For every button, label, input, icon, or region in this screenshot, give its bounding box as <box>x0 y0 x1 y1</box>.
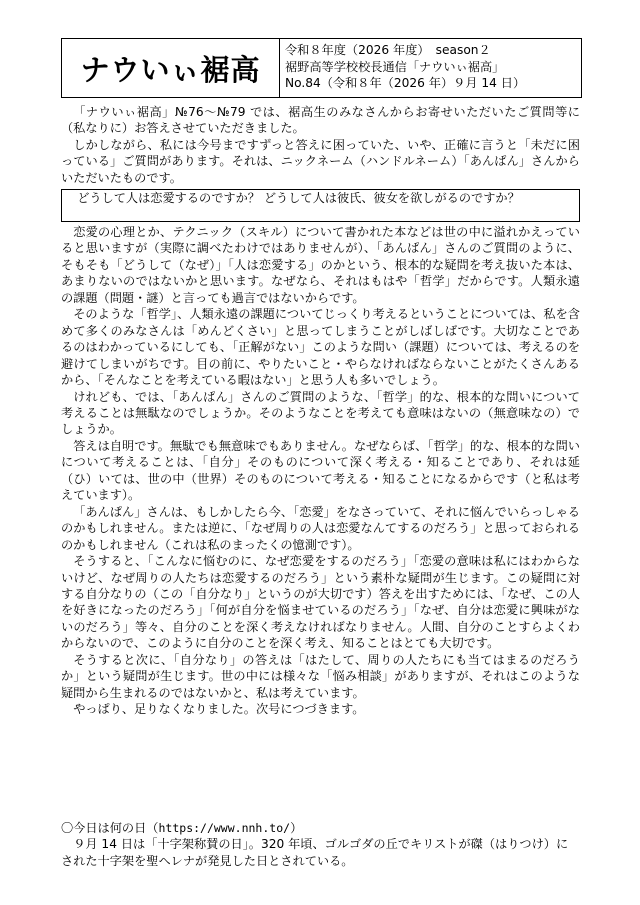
issue-publisher: 裾野高等学校校長通信「ナウいぃ裾高」 <box>285 59 505 74</box>
today-text: ９月 14 日は「十字架称賛の日」。320 年頃、ゴルゴダの丘でキリストが磔（はりつけ）にされた十字架を聖ヘレナが発見した日とされている。 <box>61 837 569 868</box>
body-paragraph: 答えは自明です。無駄でも無意味でもありません。なぜならば、「哲学」的な、根本的な問いについて考えることは、「自分」そのものについて深く考える・知ることであり、それは延（ひ）いては、世の中（世界）そのものについて考える・知ることになるからです（と私は考えています）。 <box>61 438 580 503</box>
intro-paragraph: 「ナウいぃ裾高」№76～№79 では、裾高生のみなさんからお寄せいただいたご質問等に（私なりに）お答えさせていただきました。 <box>61 105 580 136</box>
issue-info <box>280 39 525 97</box>
question-box: どうして人は恋愛するのですか？ どうして人は彼氏、彼女を欲しがるのですか？ <box>61 189 580 222</box>
issue-year: 令和８年度（2026 年度） season２ <box>285 43 491 57</box>
body-paragraph: 「あんぱん」さんは、もしかしたら今、「恋愛」をなさっていて、それに悩んでいらっしゃるのかもしれません。または逆に、「なぜ周りの人は恋愛なんてするのだろう」と思っておられるのかもしれません（これは私のまったくの憶測です）。 <box>61 504 580 552</box>
newsletter-title: ナウいぃ裾高 <box>80 52 261 87</box>
body-paragraph: そのような「哲学」、人類永遠の課題についてじっくり考えるということについては、私を含めて多くのみなさんは「めんどくさい」と思ってしまうことがしばしばです。大切なことであるのはわかっているにしても、「正解がない」このような問い（課題）については、考えるのを避けてしまいがちです。目の前に、やりたいこと・やらなければならないことがたくさんあるから、「そんなことを考えている暇はない」と思う人も多いでしょう。 <box>61 307 580 388</box>
issue-number-date: No.84（令和８年（2026 年）９月 14 日） <box>285 76 526 90</box>
body-paragraph: 恋愛の心理とか、テクニック（スキル）について書かれた本などは世の中に溢れかえっていると思いますが（実際に調べたわけではありませんが）、「あんぱん」さんのご質問のように、そもそも「どうして（なぜ）」「人は恋愛する」のかという、根本的な疑問を考え抜いた本は、あまりないのではないかと思います。なぜなら、それはもはや「哲学」だからです。人類永遠の課題（問題・謎）と言っても過言ではないからです。 <box>61 225 580 305</box>
today-heading: 〇今日は何の日（https://www.nnh.to/） <box>61 821 303 835</box>
intro-paragraph: しかしながら、私には今号まですずっと答えに困っていた、いや、正確に言うと「未だに困っている」ご質問があります。それは、ニックネーム（ハンドルネーム）「あんぱん」さんからいただいたものです。 <box>61 137 580 185</box>
today-section <box>61 820 580 869</box>
answer-section <box>61 224 580 718</box>
body-paragraph: やっぱり、足りなくなりました。次号につづきます。 <box>73 702 365 717</box>
title-box <box>62 39 280 97</box>
body-paragraph: そうすると次に、「自分なり」の答えは「はたして、周りの人たちにも当てはまるのだろうか」という疑問が生じます。世の中には様々な「悩み相談」がありますが、それはこのような疑問から生まれるのではないかと、私は考えています。 <box>61 652 580 700</box>
newsletter-header <box>61 38 582 98</box>
body-paragraph: そうすると、「こんなに悩むのに、なぜ恋愛をするのだろう」「恋愛の意味は私にはわからないけど、なぜ周りの人たちは恋愛するのだろう」という素朴な疑問が生じます。この疑問に対する自分なりの（この「自分なり」というのが大切です）答えを出すためには、「なぜ、この人を好きになったのだろう」「何が自分を悩ませているのだろう」「なぜ、自分は恋愛に興味がないのだろう」等々、自分のことを深く考えなければなりません。人間、自分のことすらよくわからないので、このように自分のことを深く考え、知ることはとても大切です。 <box>61 554 580 651</box>
body-paragraph: けれども、では、「あんぱん」さんのご質問のような、「哲学」的な、根本的な問いについて考えることは無駄なのでしょうか。そのようなことを考えても意味はないの（無意味なの）でしょうか。 <box>61 389 580 437</box>
intro-section <box>61 104 580 186</box>
source-link[interactable]: https://www.nnh.to/ <box>158 821 291 835</box>
